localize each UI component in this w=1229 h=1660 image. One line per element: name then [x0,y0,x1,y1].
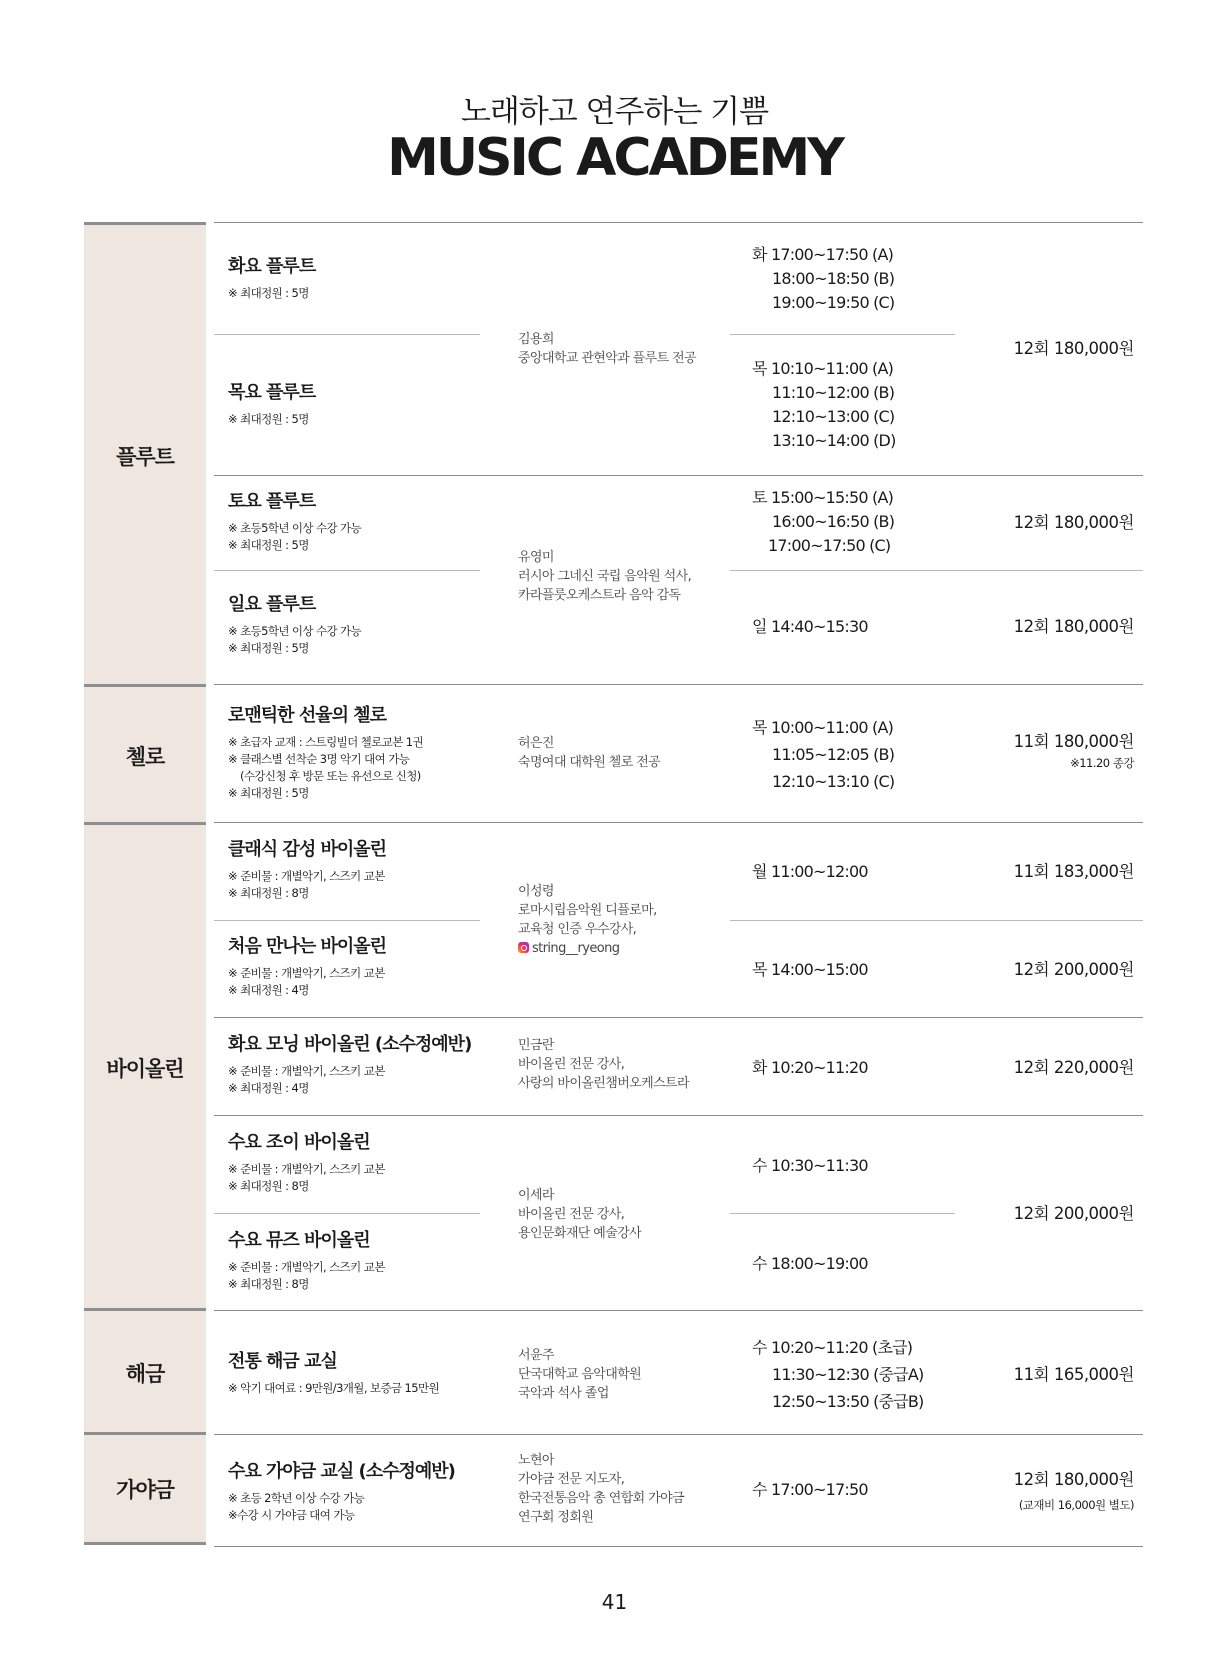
course-notes: ※ 준비물 : 개별악기, 스즈키 교본 ※ 최대정원 : 4명 [228,966,385,997]
row-divider [214,1115,1143,1116]
price-morning-violin: 12회 220,000원 [1013,1058,1134,1077]
instagram-handle[interactable]: string__ryeong [518,939,718,958]
price-first-violin: 12회 200,000원 [1013,960,1134,979]
schedule-muse-violin: 수 18:00~19:00 [752,1254,868,1273]
course-cello [228,704,498,802]
course-name: 수요 조이 바이올린 [228,1132,370,1153]
price-flute-weekday: 12회 180,000원 [1013,339,1134,358]
category-label: 바이올린 [106,1056,184,1081]
row-divider [214,1434,1143,1435]
course-notes: ※ 최대정원 : 5명 [228,412,309,426]
instructor-seo: 서윤주 단국대학교 음악대학원 국악과 석사 졸업 [518,1348,642,1401]
instructor-heo: 허은진 숙명여대 대학원 첼로 전공 [518,736,661,770]
course-notes: ※ 최대정원 : 5명 [228,286,309,300]
category-label: 플루트 [116,444,174,469]
schedule-thu-flute: 목 10:10~11:00 (A) 11:10~12:00 (B) 12:10~13:00 (C) 13:10~14:00 (D) [752,359,896,450]
course-notes: ※ 준비물 : 개별악기, 스즈키 교본 ※ 최대정원 : 8명 [228,869,385,900]
row-divider [730,920,1143,921]
page-title: MUSIC ACADEMY [387,128,842,188]
course-notes: ※ 준비물 : 개별악기, 스즈키 교본 ※ 최대정원 : 8명 [228,1260,385,1291]
category-violin [84,822,206,1310]
course-notes: ※ 악기 대여료 : 9만원/3개월, 보증금 15만원 [228,1381,439,1395]
course-gayageum [228,1460,498,1524]
course-name: 일요 플루트 [228,594,316,615]
page-subtitle: 노래하고 연주하는 기쁨 [460,94,769,130]
price-cello: 11회 180,000원 ※11.20 종강 [1013,732,1134,770]
course-name: 화요 플루트 [228,256,316,277]
course-tue-flute [228,255,498,302]
row-divider [730,334,955,335]
course-first-violin [228,935,498,999]
course-notes: ※ 초등 2학년 이상 수강 가능 ※수강 시 가야금 대여 가능 [228,1491,365,1522]
course-sun-flute [228,593,498,657]
schedule-cello: 목 10:00~11:00 (A) 11:05~12:05 (B) 12:10~13:10 (C) [752,718,895,791]
row-divider [214,684,1143,685]
row-divider [214,822,1143,823]
course-name: 처음 만나는 바이올린 [228,936,387,957]
course-name: 토요 플루트 [228,491,316,512]
course-name: 전통 해금 교실 [228,1351,337,1372]
table-bottom-line [214,1546,1143,1547]
course-name: 수요 뮤즈 바이올린 [228,1230,370,1251]
page-number: 41 [601,1590,628,1614]
course-name: 화요 모닝 바이올린 (소수정예반) [228,1034,472,1055]
course-notes: ※ 준비물 : 개별악기, 스즈키 교본 ※ 최대정원 : 8명 [228,1162,385,1193]
row-divider [214,1310,1143,1311]
price-sat-flute: 12회 180,000원 [1013,513,1134,532]
row-divider [214,920,480,921]
category-cello [84,684,206,824]
schedule-tue-flute: 화 17:00~17:50 (A) 18:00~18:50 (B) 19:00~19:50 (C) [752,245,895,312]
category-label: 가야금 [116,1477,174,1502]
category-gayageum [84,1432,206,1545]
course-notes: ※ 준비물 : 개별악기, 스즈키 교본 ※ 최대정원 : 4명 [228,1064,385,1095]
price-gayageum: 12회 180,000원 (교재비 16,000원 별도) [1013,1470,1134,1512]
schedule-haegeum: 수 10:20~11:20 (초급) 11:30~12:30 (중급A) 12:50~13:50 (중급B) [752,1338,924,1411]
course-classic-violin [228,838,498,902]
category-flute [84,222,206,686]
schedule-morning-violin: 화 10:20~11:20 [752,1058,868,1077]
course-name: 수요 가야금 교실 (소수정예반) [228,1461,455,1482]
schedule-first-violin: 목 14:00~15:00 [752,960,868,979]
category-label: 해금 [125,1361,165,1386]
instructor-yu: 유영미 러시아 그네신 국립 음악원 석사, 카라플룻오케스트라 음악 감독 [518,550,692,603]
course-notes: ※ 초급자 교재 : 스트링빌더 첼로교본 1권 ※ 클래스별 선착순 3명 악기 대여 가능 (수강신청 후 방문 또는 유선으로 신청) ※ 최대정원 : 5명 [228,735,423,800]
row-divider [214,334,480,335]
schedule-joy-violin: 수 10:30~11:30 [752,1156,868,1175]
row-divider [214,1213,480,1214]
category-haegeum [84,1308,206,1434]
course-sat-flute [228,490,498,554]
instructor-lee-sera: 이세라 바이올린 전문 강사, 용인문화재단 예술강사 [518,1188,642,1241]
course-notes: ※ 초등5학년 이상 수강 가능 ※ 최대정원 : 5명 [228,624,362,655]
schedule-gayageum: 수 17:00~17:50 [752,1480,868,1499]
price-haegeum: 11회 165,000원 [1013,1365,1134,1384]
price-classic-violin: 11회 183,000원 [1013,862,1134,881]
instructor-lee-sr: 이성령 로마시립음악원 디플로마, 교육청 인증 우수강사, string__ryeong [518,882,718,958]
price-note: (교재비 16,000원 별도) [1018,1498,1134,1512]
schedule-sat-flute: 토 15:00~15:50 (A) 16:00~16:50 (B) 17:00~17:50 (C) [752,488,895,555]
instructor-kim: 김용희 중앙대학교 관현악과 플루트 전공 [518,332,697,366]
course-morning-violin [228,1033,498,1097]
row-divider [214,1017,1143,1018]
course-joy-violin [228,1131,498,1195]
course-name: 로맨틱한 선율의 첼로 [228,705,387,726]
category-label: 첼로 [125,744,165,769]
course-muse-violin [228,1229,498,1293]
course-name: 목요 플루트 [228,382,316,403]
instructor-min: 민금란 바이올린 전문 강사, 사랑의 바이올린챔버오케스트라 [518,1038,689,1091]
row-divider [214,475,1143,476]
schedule-classic-violin: 월 11:00~12:00 [752,862,868,881]
instagram-icon [518,942,529,953]
course-haegeum [228,1350,498,1397]
schedule-sun-flute: 일 14:40~15:30 [752,617,868,636]
price-sun-flute: 12회 180,000원 [1013,617,1134,636]
course-notes: ※ 초등5학년 이상 수강 가능 ※ 최대정원 : 5명 [228,521,362,552]
row-divider [214,570,480,571]
price-wed-violin: 12회 200,000원 [1013,1204,1134,1223]
instructor-noh: 노현아 가야금 전문 지도자, 한국전통음악 총 연합회 가야금 연구회 정회원 [518,1453,685,1525]
row-divider [730,1213,955,1214]
row-divider [730,570,1143,571]
price-note: ※11.20 종강 [1070,756,1134,770]
course-name: 클래식 감성 바이올린 [228,839,387,860]
course-thu-flute [228,381,498,428]
table-top-line [214,222,1143,223]
